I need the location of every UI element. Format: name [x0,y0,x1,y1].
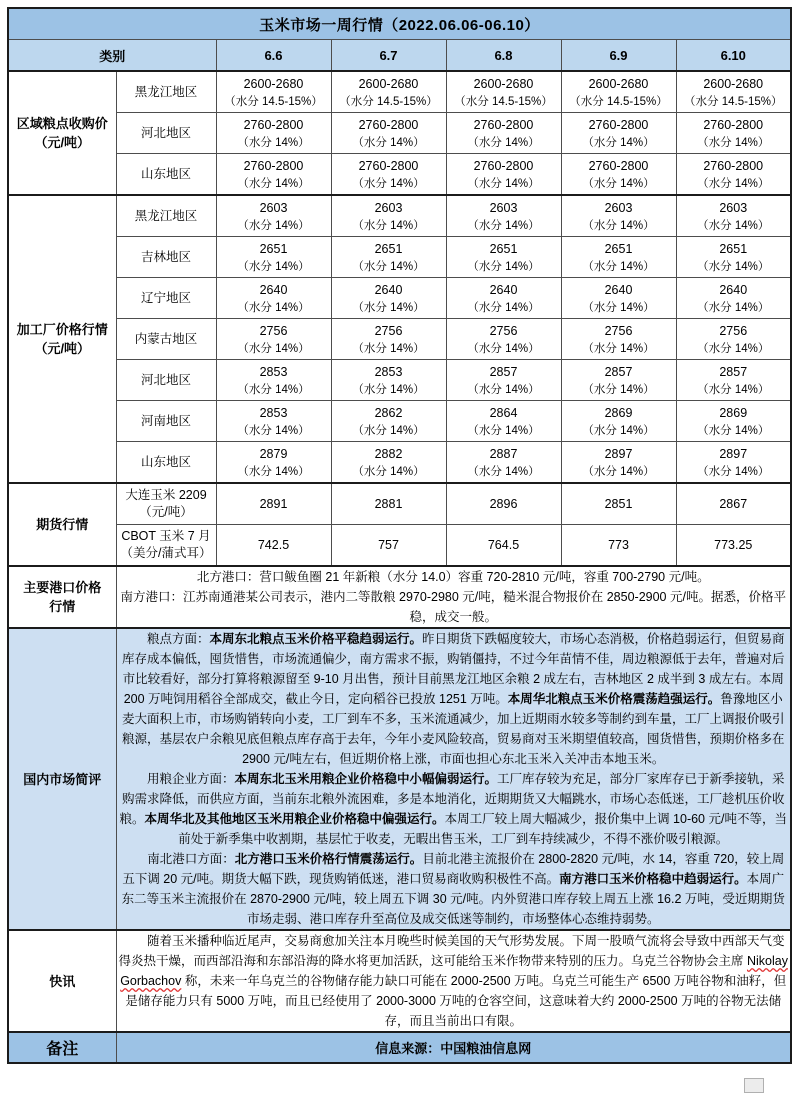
price-value: 2857 [719,364,748,379]
price-cell [561,154,676,196]
price-value: 2867 [719,496,748,511]
table-row [8,525,791,567]
moisture-note: （水分 14%） [352,260,425,273]
row-label [116,71,216,113]
price-cell [446,278,561,319]
moisture-note: （水分 14%） [697,342,770,355]
price-value: 2651 [604,241,633,256]
header-date: 6.6 [216,40,331,72]
price-cell [676,483,791,525]
row-label [116,237,216,278]
moisture-note: （水分 14%） [352,136,425,149]
table-row [8,71,791,113]
table-row [8,401,791,442]
price-cell [216,319,331,360]
text-segment: 称，未来一年乌克兰的谷物储存能力缺口可能在 2000-2500 万吨。乌克兰可能生产 6500 万吨谷物和油籽，但是储存能力只有 5000 万吨，而且已经使用了 2000-3000 万吨的仓容空间，这意味着大约 2000-2500 万吨的谷物无法储存，而且当前出口有限。 [125,974,787,1028]
price-value: 2651 [259,241,288,256]
row-label [116,360,216,401]
price-value: 2756 [374,323,403,338]
price-value: 2640 [604,282,633,297]
moisture-note: （水分 14.5-15%） [454,95,553,108]
section-label-futures [8,483,116,566]
price-value: 773.25 [714,537,753,552]
price-cell [331,525,446,567]
section-label-news: 快讯 [8,930,116,1032]
ports-text [116,566,791,628]
row-label-line: 黑龙江地区 [134,208,198,223]
row-label-line: 内蒙古地区 [134,331,198,346]
moisture-note: （水分 14%） [237,424,310,437]
price-value: 2869 [604,405,633,420]
moisture-note: （水分 14%） [582,260,655,273]
price-value: 2882 [374,446,403,461]
price-cell [676,525,791,567]
row-label-line: 吉林地区 [140,249,191,264]
moisture-note: （水分 14%） [237,301,310,314]
header-date: 6.9 [561,40,676,72]
price-value: 2869 [719,405,748,420]
moisture-note: （水分 14%） [467,219,540,232]
moisture-note: （水分 14%） [467,177,540,190]
header-date: 6.8 [446,40,561,72]
moisture-note: （水分 14%） [697,465,770,478]
moisture-note: （水分 14.5-15%） [569,95,668,108]
header-date: 6.10 [676,40,791,72]
price-cell [216,195,331,237]
paragraph [119,849,789,929]
price-value: 2600-2680 [703,76,764,91]
price-value: 2640 [489,282,518,297]
price-value: 2887 [489,446,518,461]
moisture-note: （水分 14%） [582,383,655,396]
table-row [8,237,791,278]
market-table [7,7,792,1064]
table-row [8,278,791,319]
moisture-note: （水分 14%） [352,342,425,355]
price-cell [331,113,446,154]
ports-text-line: 北方港口：营口鲅鱼圈 21 年新粮（水分 14.0）容重 720-2810 元/吨，容重 700-2790 元/吨。 [196,570,710,584]
row-label [116,154,216,196]
paragraph [119,769,789,849]
paragraph [119,931,789,1031]
moisture-note: （水分 14%） [582,465,655,478]
section-label-line: 主要港口价格 [23,580,102,595]
price-value: 2600-2680 [588,76,649,91]
section-label-line: 加工厂价格行情 [16,322,108,337]
price-cell [446,401,561,442]
table-row [8,113,791,154]
row-label-line: 黑龙江地区 [134,84,198,99]
moisture-note: （水分 14%） [467,465,540,478]
price-cell [446,525,561,567]
note-row [8,1032,791,1063]
row-label [116,113,216,154]
price-cell [331,483,446,525]
moisture-note: （水分 14.5-15%） [684,95,783,108]
section-label-review: 国内市场简评 [8,628,116,930]
moisture-note: （水分 14%） [582,136,655,149]
price-value: 2651 [719,241,748,256]
section-label-region-purchase [8,71,116,195]
moisture-note: （水分 14%） [697,177,770,190]
moisture-note: （水分 14%） [237,136,310,149]
price-cell [676,278,791,319]
row-label-line: （美分/蒲式耳） [120,546,212,560]
price-cell [446,237,561,278]
news-text [116,930,791,1032]
price-value: 2600-2680 [243,76,304,91]
row-label-line: 河南地区 [140,413,191,428]
price-cell [446,442,561,484]
price-cell [561,483,676,525]
moisture-note: （水分 14%） [697,260,770,273]
price-cell [216,525,331,567]
price-value: 2853 [259,405,288,420]
moisture-note: （水分 14%） [582,342,655,355]
price-cell [446,319,561,360]
price-value: 2640 [374,282,403,297]
ports-text-line: 南方港口：江苏南通港某公司表示，港内二等散粮 2970-2980 元/吨，糙米混合物报价在 2850-2900 元/吨。据悉，价格平稳，成交一般。 [120,590,786,624]
moisture-note: （水分 14%） [697,301,770,314]
price-value: 773 [608,537,629,552]
price-value: 2881 [374,496,403,511]
title-row [8,8,791,40]
price-cell [331,442,446,484]
note-text: 信息来源：中国粮油信息网 [116,1032,791,1063]
price-value: 2640 [719,282,748,297]
price-value: 2603 [604,200,633,215]
text-segment: 本周华北及其他地区玉米用粮企业价格稳中偏强运行。 [144,812,445,826]
price-cell [561,525,676,567]
moisture-note: （水分 14%） [352,219,425,232]
price-cell [561,237,676,278]
text-segment: 粮点方面： [146,632,210,646]
text-segment: Nikolay Gorbachov [120,954,788,988]
table-row [8,195,791,237]
price-cell [676,71,791,113]
table-row [8,483,791,525]
moisture-note: （水分 14%） [352,424,425,437]
section-label-line: （元/吨） [34,135,91,150]
table-row [8,319,791,360]
price-cell [676,360,791,401]
text-segment: 随着玉米播种临近尾声，交易商愈加关注本月晚些时候美国的天气形势发展。下周一股喷气流将会导致中西部天气变得炎热干燥，而西部沿海和东部沿海的降水将更加活跃，这可能给玉米作物带来特别的压力。乌克兰谷物协会主席 [118,934,785,968]
moisture-note: （水分 14%） [582,177,655,190]
text-segment: 目前北港主流报价在 2800-2820 元/吨，水 14，容重 720，较上周五下调 20 元/吨。期货大幅下跌，现货购销低迷，港口贸易商收购积极性不高。 [122,852,785,886]
market-table-body [8,8,791,1063]
moisture-note: （水分 14%） [237,465,310,478]
row-label-line: 山东地区 [140,454,191,469]
moisture-note: （水分 14%） [467,342,540,355]
row-label [116,195,216,237]
text-segment: 鲁豫地区小麦大面积上市，市场购销转向小麦，工厂到车不多，玉米流通减少，加上近期雨水较多等制约到车量，工厂上调报价吸引粮源，基层农户余粮见底但粮点库存高于去年，今年小麦风险较高，贸易商对玉米期望值较高，囤货惜售，预期价格多在 2900 元/吨左右，但近期价格上涨，市面也担心东北玉米入关冲击本地玉米。 [121,692,785,766]
moisture-note: （水分 14%） [237,342,310,355]
row-label-line: 大连玉米 2209 [125,488,207,502]
price-cell [216,237,331,278]
price-cell [216,113,331,154]
text-segment: 本周工厂较上周大幅减少，报价集中上调 10-60 元/吨不等，当前处于新季集中收割期，基层忙于收麦，无暇出售玉米，工厂到车持续减少，不得不涨价吸引粮源。 [178,812,787,846]
price-cell [216,442,331,484]
price-value: 2760-2800 [473,117,534,132]
price-value: 2760-2800 [243,158,304,173]
text-segment: 本周华北粮点玉米价格震荡趋强运行。 [507,692,721,706]
price-value: 2760-2800 [358,158,419,173]
price-value: 2760-2800 [588,158,649,173]
price-value: 2864 [489,405,518,420]
price-value: 2897 [719,446,748,461]
price-cell [331,237,446,278]
moisture-note: （水分 14.5-15%） [339,95,438,108]
paragraph [119,629,789,769]
price-cell [446,113,561,154]
price-value: 2853 [374,364,403,379]
price-cell [331,71,446,113]
price-cell [561,360,676,401]
moisture-note: （水分 14%） [582,219,655,232]
text-segment: 本周广东二等玉米主流报价在 2870-2900 元/吨，较上周五下调 30 元/吨。内外贸港口库存较上周五上涨 16.2 万吨，受近期期货市场走弱、港口库存升至高位及成交低迷等制约，市场整体心态维持弱势。 [121,872,785,926]
row-label-line: （元/吨） [139,505,193,519]
price-cell [446,195,561,237]
price-value: 757 [378,537,399,552]
moisture-note: （水分 14%） [237,219,310,232]
price-cell [446,360,561,401]
price-value: 2853 [259,364,288,379]
row-label [116,278,216,319]
price-value: 2603 [374,200,403,215]
price-value: 2760-2800 [588,117,649,132]
moisture-note: （水分 14%） [237,260,310,273]
section-label-factory-price [8,195,116,483]
text-segment: 昨日期货下跌幅度较大，市场心态消极，价格趋弱运行，但贸易商库存成本偏低，囤货惜售，市场流通偏少，南方需求不振，购销僵持，不过今年苗情不佳，周边粮源低于去年，普遍对后市比较看好，部分打算将粮源留至 9-10 月出售，预计目前黑龙江地区余粮 2 成左右，吉林地区 2 成半到 3 成左右。本周 200 万吨饲用稻谷全部成交，截止今日，定向稻谷已投放 1251 万吨。 [121,632,785,706]
price-cell [676,113,791,154]
row-label-line: 河北地区 [140,125,191,140]
price-cell [216,71,331,113]
moisture-note: （水分 14%） [237,177,310,190]
moisture-note: （水分 14%） [467,136,540,149]
price-value: 2862 [374,405,403,420]
price-value: 2600-2680 [473,76,534,91]
moisture-note: （水分 14%） [352,177,425,190]
price-cell [561,71,676,113]
text-segment: 工厂库存较为充足，部分厂家库存已于新季接轨，采购需求降低，而供应方面，当前东北粮外流困难，多是本地消化，近期期货又大幅跳水，市场心态低迷，工厂趁机压价收粮。 [119,772,785,826]
row-label-line: 辽宁地区 [140,290,191,305]
section-label-ports [8,566,116,628]
price-cell [331,401,446,442]
text-segment: 南北港口方面： [147,852,235,866]
section-label-line: 区域粮点收购价 [16,116,108,131]
review-text [116,628,791,930]
price-value: 2756 [604,323,633,338]
moisture-note: （水分 14%） [467,383,540,396]
price-cell [561,319,676,360]
header-date: 6.7 [331,40,446,72]
text-segment: 用粮企业方面： [146,772,235,786]
section-label-line: （元/吨） [34,341,91,356]
price-cell [446,154,561,196]
price-value: 764.5 [487,537,520,552]
price-value: 2897 [604,446,633,461]
header-category: 类别 [8,40,216,72]
scrollbar-fragment[interactable] [744,1078,764,1093]
price-cell [676,319,791,360]
price-cell [676,401,791,442]
moisture-note: （水分 14%） [352,383,425,396]
moisture-note: （水分 14%） [467,424,540,437]
moisture-note: （水分 14%） [237,383,310,396]
moisture-note: （水分 14%） [352,301,425,314]
price-value: 2760-2800 [703,117,764,132]
table-row [8,360,791,401]
price-cell [561,278,676,319]
row-label-line: CBOT 玉米 7 月 [121,529,211,543]
price-value: 2857 [489,364,518,379]
price-value: 2756 [259,323,288,338]
price-cell [561,442,676,484]
review-row [8,628,791,930]
moisture-note: （水分 14.5-15%） [224,95,323,108]
moisture-note: （水分 14%） [582,424,655,437]
row-label [116,319,216,360]
price-cell [561,195,676,237]
price-value: 2760-2800 [703,158,764,173]
price-cell [676,195,791,237]
table-row [8,154,791,196]
price-cell [216,483,331,525]
text-segment: 本周东北玉米用粮企业价格稳中小幅偏弱运行。 [234,772,497,786]
price-cell [331,360,446,401]
header-row [8,40,791,72]
section-label-line: 期货行情 [36,517,89,532]
price-cell [676,237,791,278]
table-row [8,442,791,484]
price-value: 2603 [489,200,518,215]
row-label-line: 山东地区 [140,166,191,181]
price-cell [446,483,561,525]
row-label [116,483,216,525]
moisture-note: （水分 14%） [352,465,425,478]
price-cell [561,401,676,442]
text-segment: 南方港口玉米价格稳中趋弱运行。 [559,872,747,886]
price-cell [331,195,446,237]
price-cell [331,278,446,319]
price-value: 2603 [259,200,288,215]
price-value: 2600-2680 [358,76,419,91]
moisture-note: （水分 14%） [697,136,770,149]
price-cell [331,319,446,360]
price-value: 742.5 [257,537,290,552]
price-value: 2879 [259,446,288,461]
section-label-note: 备注 [8,1032,116,1063]
price-cell [216,360,331,401]
moisture-note: （水分 14%） [697,424,770,437]
row-label-line: 河北地区 [140,372,191,387]
price-value: 2857 [604,364,633,379]
price-cell [676,442,791,484]
price-value: 2651 [374,241,403,256]
price-value: 2851 [604,496,633,511]
moisture-note: （水分 14%） [582,301,655,314]
text-segment: 本周东北粮点玉米价格平稳趋弱运行。 [209,632,422,646]
price-value: 2891 [259,496,288,511]
price-value: 2760-2800 [358,117,419,132]
price-cell [446,71,561,113]
price-value: 2603 [719,200,748,215]
price-cell [216,154,331,196]
moisture-note: （水分 14%） [697,219,770,232]
moisture-note: （水分 14%） [467,260,540,273]
corn-market-weekly-table [7,7,792,1064]
row-label [116,442,216,484]
row-label [116,401,216,442]
price-value: 2760-2800 [473,158,534,173]
price-value: 2640 [259,282,288,297]
price-value: 2760-2800 [243,117,304,132]
price-cell [216,278,331,319]
ports-row [8,566,791,628]
moisture-note: （水分 14%） [697,383,770,396]
text-segment: 北方港口玉米价格行情震荡运行。 [234,852,423,866]
section-label-line: 行情 [49,599,76,614]
price-cell [331,154,446,196]
news-row [8,930,791,1032]
moisture-note: （水分 14%） [467,301,540,314]
page-title: 玉米市场一周行情（2022.06.06-06.10） [8,8,791,40]
price-cell [216,401,331,442]
price-value: 2756 [719,323,748,338]
price-value: 2896 [489,496,518,511]
price-cell [561,113,676,154]
price-cell [676,154,791,196]
price-value: 2756 [489,323,518,338]
row-label [116,525,216,567]
price-value: 2651 [489,241,518,256]
